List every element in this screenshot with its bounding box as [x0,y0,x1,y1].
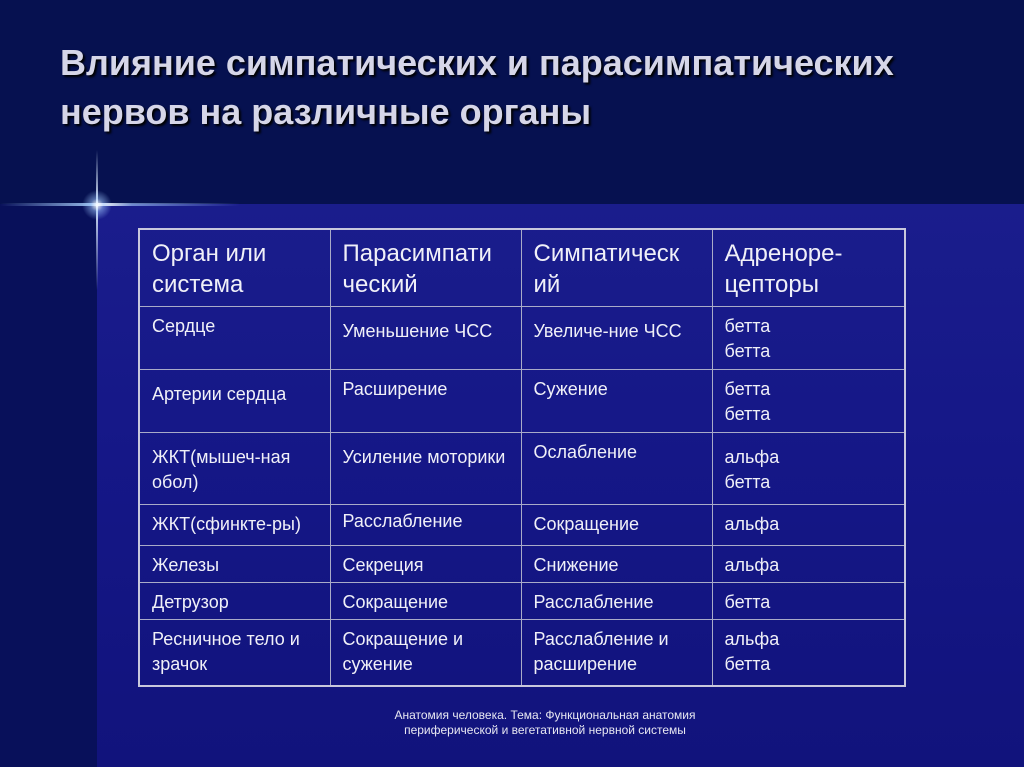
table-row [139,307,905,370]
cell-sympathetic: Ослабление [521,433,712,505]
header-organ: Орган или система [139,229,330,307]
cell-organ: Сердце [139,307,330,370]
receptor-value: бетта [724,316,771,336]
table-header-row [139,229,905,307]
cell-parasympathetic: Расширение [330,370,521,433]
cell-organ: ЖКТ(сфинкте-ры) [139,505,330,546]
light-flare-vertical [96,150,98,290]
slide-caption: Анатомия человека. Тема: Функциональная анатомия периферической и вегетативной нервной системы [394,708,696,737]
cell-parasympathetic: Расслабление [330,505,521,546]
table-row [139,620,905,686]
table-row [139,433,905,505]
cell-receptors [712,620,905,686]
cell-organ: Железы [139,546,330,583]
cell-organ: ЖКТ(мышеч-ная обол) [139,433,330,505]
cell-sympathetic: Сужение [521,370,712,433]
cell-organ: Детрузор [139,583,330,620]
header-sympathetic: Симпатическ ий [521,229,712,307]
cell-receptors: бетта [712,583,905,620]
receptor-value: бетта [724,404,771,424]
receptor-value: бетта [724,341,771,361]
cell-parasympathetic: Секреция [330,546,521,583]
header-parasympathetic: Парасимпати ческий [330,229,521,307]
cell-parasympathetic: Сокращение [330,583,521,620]
light-flare-glow [82,190,112,220]
cell-parasympathetic: Сокращение и сужение [330,620,521,686]
cell-sympathetic: Расслабление [521,583,712,620]
left-background [0,204,97,767]
nerve-influence-table [138,228,906,687]
header-receptors: Адреноре-цепторы [712,229,905,307]
receptor-value: бетта [724,472,771,492]
receptor-value: бетта [724,379,771,399]
receptor-value: альфа [724,447,780,467]
cell-receptors: альфа [712,505,905,546]
light-flare-horizontal [0,203,240,206]
cell-receptors: альфа [712,546,905,583]
cell-receptors [712,433,905,505]
cell-parasympathetic: Усиление моторики [330,433,521,505]
table-row [139,505,905,546]
cell-parasympathetic: Уменьшение ЧСС [330,307,521,370]
table-row [139,370,905,433]
cell-receptors [712,370,905,433]
receptor-value: бетта [724,654,771,674]
cell-sympathetic: Сокращение [521,505,712,546]
cell-organ: Артерии сердца [139,370,330,433]
cell-sympathetic: Расслабление и расширение [521,620,712,686]
table-row [139,583,905,620]
cell-sympathetic: Увеличе-ние ЧСС [521,307,712,370]
cell-sympathetic: Снижение [521,546,712,583]
cell-receptors [712,307,905,370]
slide-title: Влияние симпатических и парасимпатических нервов на различные органы [60,42,894,132]
cell-organ: Ресничное тело и зрачок [139,620,330,686]
table-row [139,546,905,583]
receptor-value: альфа [724,629,780,649]
